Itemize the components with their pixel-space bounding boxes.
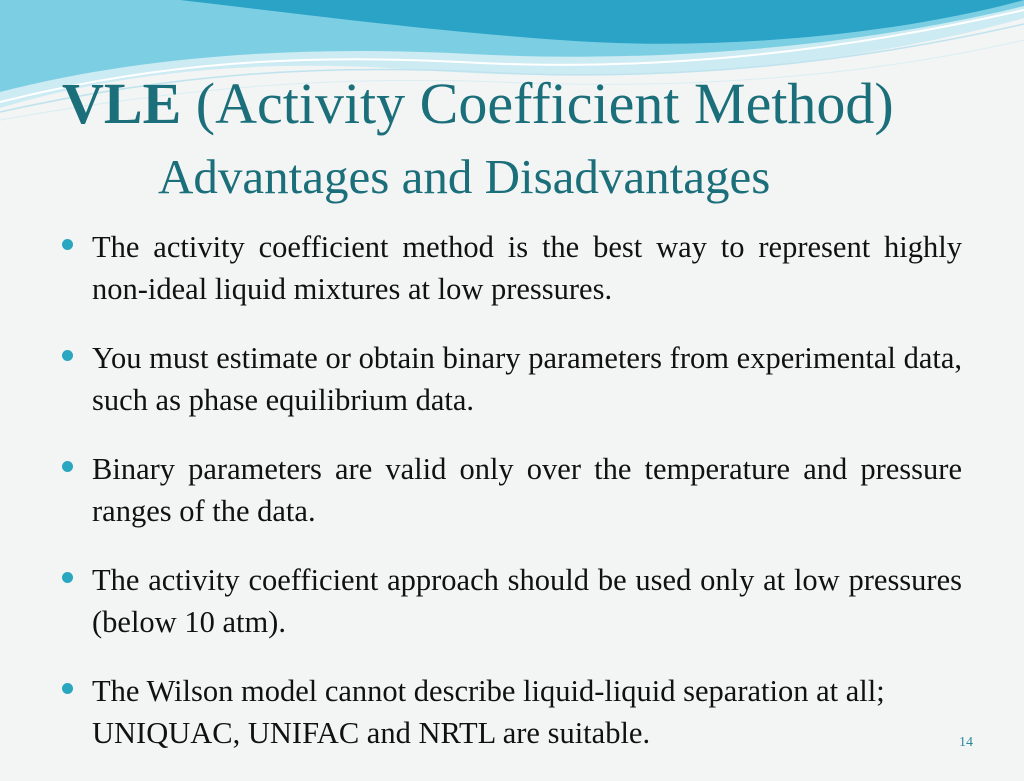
title-acronym: VLE: [62, 71, 182, 136]
bullet-text: You must estimate or obtain binary parameters from experimental data, such as phase equilibrium data.: [92, 341, 962, 417]
bullet-dot-icon: [62, 683, 73, 694]
bullet-dot-icon: [62, 461, 73, 472]
bullet-list: [58, 226, 962, 781]
title-method: (Activity Coefficient Method): [195, 71, 894, 136]
bullet-dot-icon: [62, 239, 73, 250]
page-number: 14: [959, 735, 973, 750]
bullet-item: [58, 559, 962, 643]
bullet-text: Binary parameters are valid only over the temperature and pressure ranges of the data.: [92, 452, 962, 528]
slide-subtitle: Advantages and Disadvantages: [158, 149, 771, 204]
bullet-item: [58, 337, 962, 421]
slide-title: [62, 62, 894, 146]
bullet-dot-icon: [62, 350, 73, 361]
bullet-text: The activity coefficient approach should be used only at low pressures (below 10 atm).: [92, 563, 962, 639]
bullet-dot-icon: [62, 572, 73, 583]
bullet-text: The Wilson model cannot describe liquid-liquid separation at all; UNIQUAC, UNIFAC and NRTL are suitable.: [92, 674, 885, 750]
bullet-item: [58, 448, 962, 532]
bullet-item: [58, 226, 962, 310]
bullet-item: [58, 670, 962, 754]
bullet-text: The activity coefficient method is the best way to represent highly non-ideal liquid mixtures at low pressures.: [92, 230, 962, 306]
